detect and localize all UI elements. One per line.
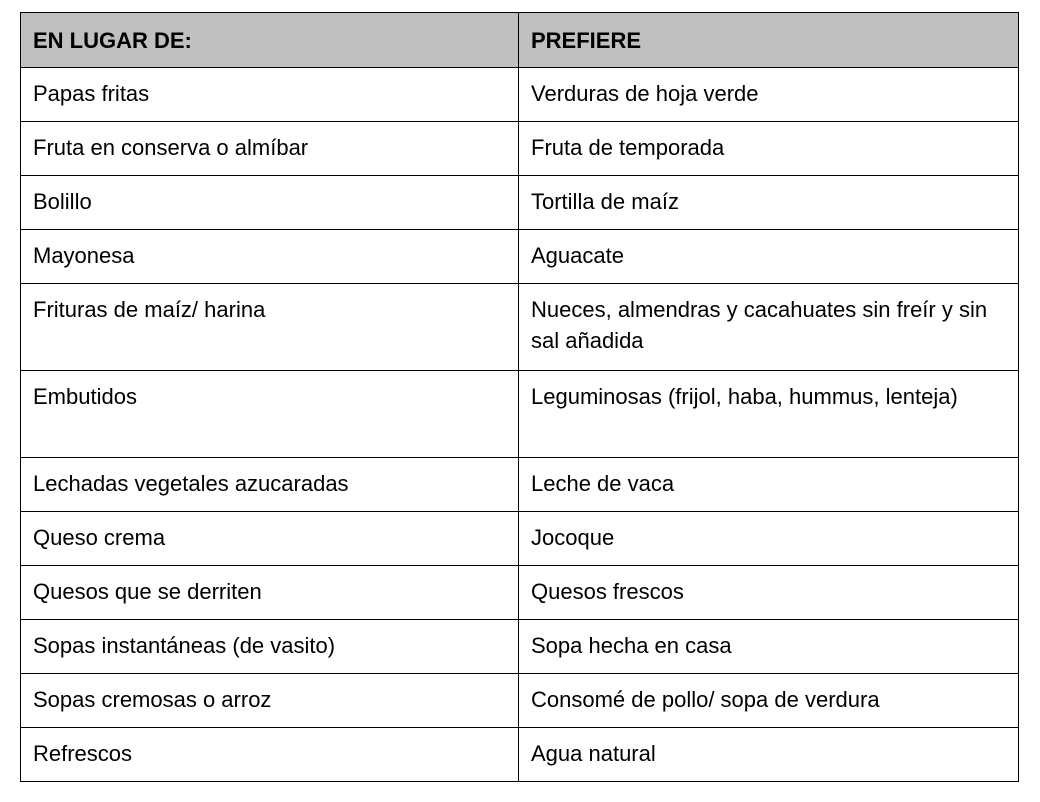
substitution-table-container [20,12,1019,782]
instead-of-cell: Embutidos [21,371,519,458]
prefer-cell: Verduras de hoja verde [519,68,1019,122]
table-row [21,512,1019,566]
instead-of-cell: Fruta en conserva o almíbar [21,122,519,176]
prefer-cell: Tortilla de maíz [519,176,1019,230]
table-row [21,674,1019,728]
table-row [21,230,1019,284]
prefer-cell: Aguacate [519,230,1019,284]
prefer-cell: Nueces, almendras y cacahuates sin freír y sin sal añadida [519,284,1019,371]
header-row [21,13,1019,68]
instead-of-cell: Queso crema [21,512,519,566]
table-row [21,371,1019,458]
instead-of-cell: Bolillo [21,176,519,230]
instead-of-cell: Sopas cremosas o arroz [21,674,519,728]
prefer-cell: Consomé de pollo/ sopa de verdura [519,674,1019,728]
instead-of-cell: Mayonesa [21,230,519,284]
prefer-cell: Agua natural [519,728,1019,782]
prefer-cell: Sopa hecha en casa [519,620,1019,674]
instead-of-cell: Frituras de maíz/ harina [21,284,519,371]
table-row [21,458,1019,512]
prefer-cell: Leche de vaca [519,458,1019,512]
instead-of-cell: Papas fritas [21,68,519,122]
table-row [21,176,1019,230]
table-row [21,122,1019,176]
prefer-cell: Leguminosas (frijol, haba, hummus, lenteja) [519,371,1019,458]
header-prefer: PREFIERE [519,13,1019,68]
instead-of-cell: Refrescos [21,728,519,782]
prefer-cell: Fruta de temporada [519,122,1019,176]
table-row [21,728,1019,782]
header-instead-of: EN LUGAR DE: [21,13,519,68]
prefer-cell: Quesos frescos [519,566,1019,620]
food-substitution-table [20,12,1019,782]
table-row [21,68,1019,122]
prefer-cell: Jocoque [519,512,1019,566]
instead-of-cell: Quesos que se derriten [21,566,519,620]
table-row [21,620,1019,674]
table-row [21,284,1019,371]
table-row [21,566,1019,620]
instead-of-cell: Lechadas vegetales azucaradas [21,458,519,512]
instead-of-cell: Sopas instantáneas (de vasito) [21,620,519,674]
